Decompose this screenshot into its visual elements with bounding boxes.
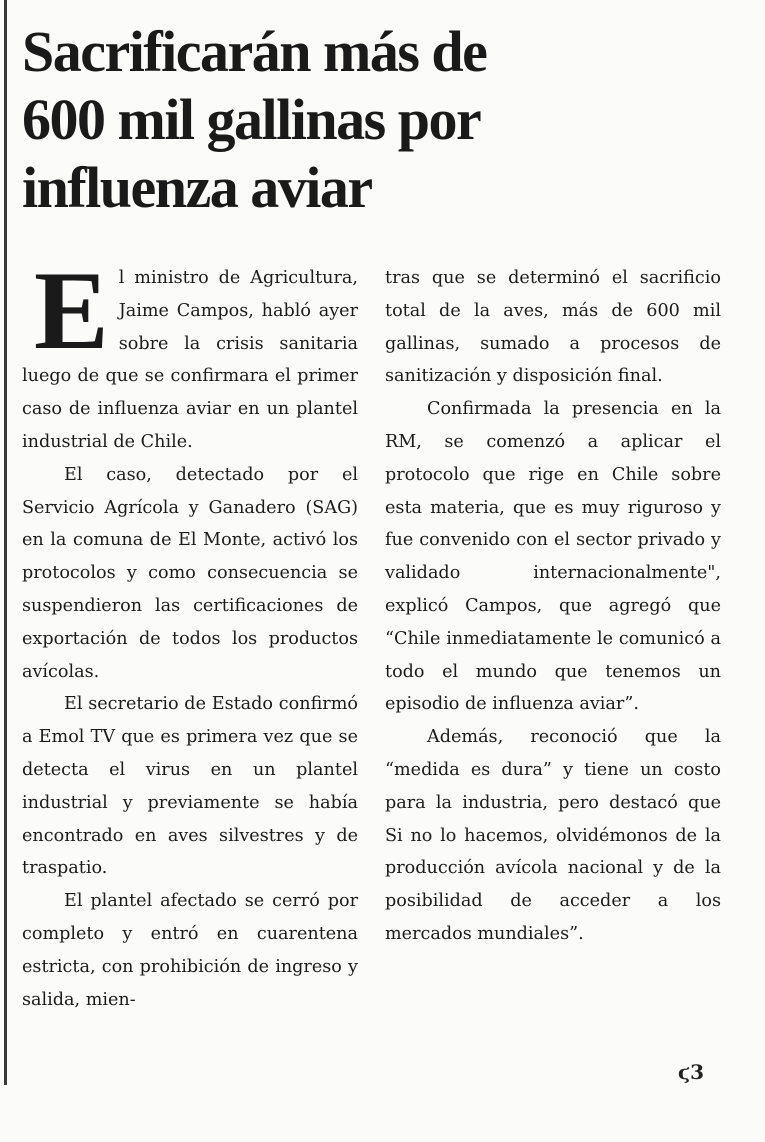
- end-mark: ϛ3: [678, 1060, 705, 1084]
- headline-line: 600 mil gallinas por: [22, 87, 481, 152]
- headline: [22, 18, 752, 222]
- paragraph: El secretario de Estado confirmó a Emol TV que es primera vez que se detecta el virus en un plantel industrial y previamente se había encontrado en aves silvestres y de traspatio.: [22, 694, 358, 879]
- drop-cap: E: [34, 249, 109, 373]
- article-column-right: [385, 262, 721, 951]
- article-column-left: [22, 249, 358, 1016]
- paragraph: El caso, detectado por el Servicio Agrícola y Ganadero (SAG) en la comuna de El Monte, activó los protocolos y como consecuencia se suspendieron las certificaciones de exportación de todos los productos avícolas.: [22, 464, 358, 682]
- column-rule: [4, 0, 7, 1085]
- paragraph: Además, reconoció que la “medida es dura” y tiene un costo para la industria, pero destacó que Si no lo hacemos, olvidémonos de la producción avícola nacional y de la posibilidad de acceder a los mercados mundiales”.: [385, 727, 721, 944]
- headline-line: Sacrificarán más de: [22, 19, 487, 84]
- paragraph: Confirmada la presencia en la RM, se comenzó a aplicar el protocolo que rige en Chile sobre esta materia, que es muy riguroso y fue convenido con el sector privado y validado internacionalmente", explicó Campos, que agregó que “Chile inmediatamente le comunicó a todo el mundo que tenemos un episodio de influenza aviar”.: [385, 399, 721, 715]
- paragraph: [22, 249, 358, 459]
- paragraph: tras que se determinó el sacrificio total de la aves, más de 600 mil gallinas, sumado a procesos de sanitización y disposición final.: [385, 268, 721, 387]
- paragraph-text: l ministro de Agricultura, Jaime Campos, habló ayer sobre la crisis sanitaria luego de que se confirmara el primer caso de influenza aviar en un plantel industrial de Chile.: [22, 268, 358, 452]
- paragraph: El plantel afectado se cerró por completo y entró en cuarentena estricta, con prohibición de ingreso y salida, mien-: [22, 891, 358, 1010]
- headline-line: influenza aviar: [22, 155, 372, 220]
